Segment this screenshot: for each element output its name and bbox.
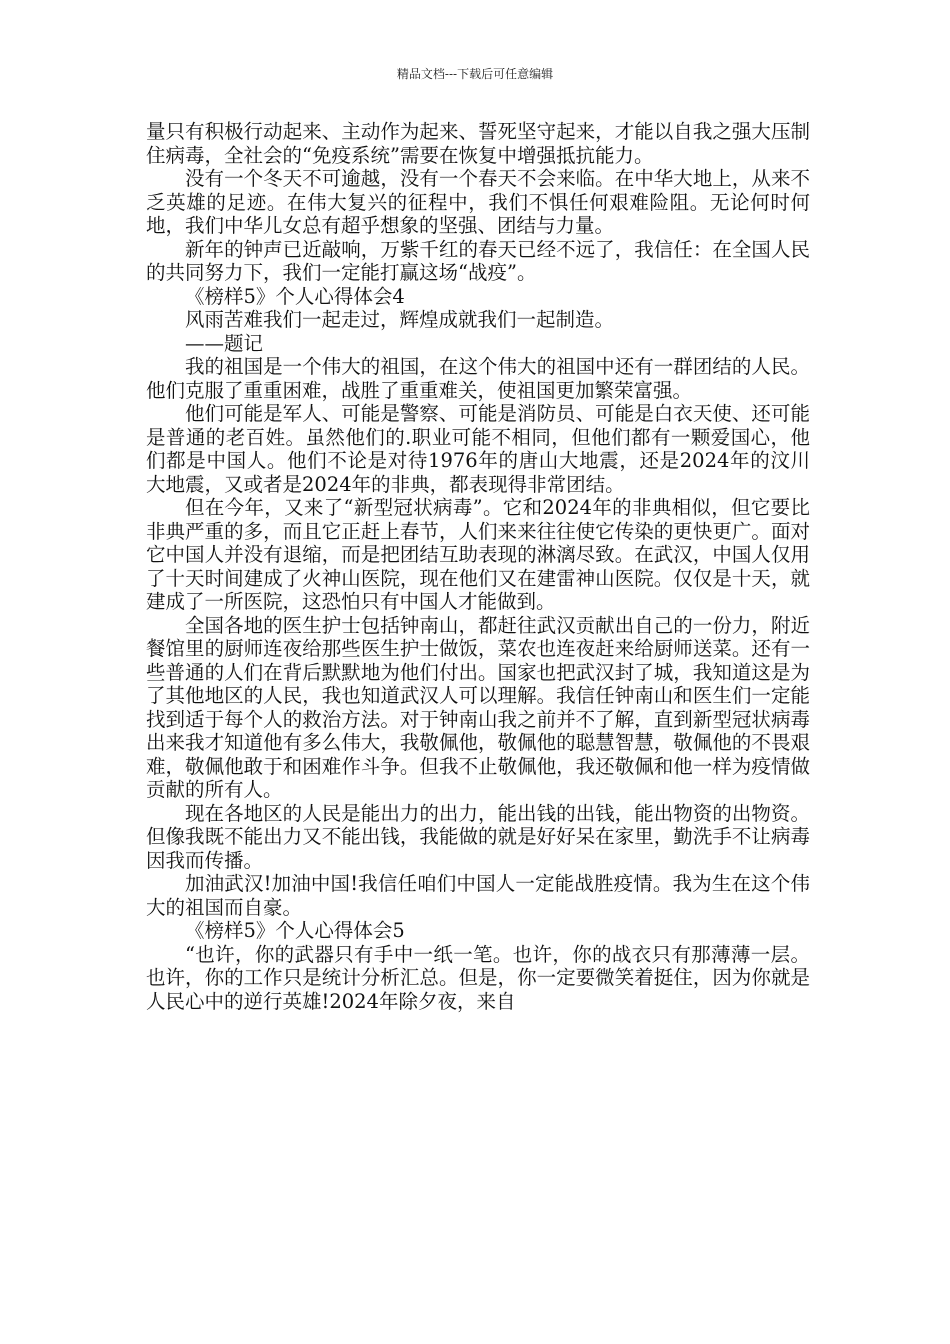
section-heading: 《榜样5》个人心得体会4 [185, 284, 405, 308]
paragraph: 全国各地的医生护士包括钟南山，都赶往武汉贡献出自己的一份力，附近餐馆里的厨师连夜给那些医生护士做饭，菜农也连夜赶来给厨师送菜。还有一些普通的人们在背后默默地为他们付出。国家也把武汉封了城，我知道这是为了其他地区的人民，我也知道武汉人可以理解。我信任钟南山和医生们一定能找到适于每个人的救治方法。对于钟南山我之前并不了解，直到新型冠状病毒出来我才知道他有多么伟大，我敬佩他，敬佩他的聪慧智慧，敬佩他的不畏艰难，敬佩他敢于和困难作斗争。但我不止敬佩他，我还敬佩和他一样为疫情做贡献的所有人。 [146, 613, 810, 801]
paragraph: 但在今年，又来了“新型冠状病毒”。它和2024年的非典相似，但它要比非典严重的多，而且它正赶上春节，人们来来往往使它传染的更快更广。面对它中国人并没有退缩，而是把团结互助表现的淋漓尽致。在武汉，中国人仅用了十天时间建成了火神山医院，现在他们又在建雷神山医院。仅仅是十天，就建成了一所医院，这恐怕只有中国人才能做到。 [146, 496, 810, 613]
paragraph: 没有一个冬天不可逾越，没有一个春天不会来临。在中华大地上，从来不乏英雄的足迹。在伟大复兴的征程中，我们不惧任何艰难险阻。无论何时何地，我们中华儿女总有超乎想象的坚强、团结与力量。 [146, 167, 810, 237]
document-body [146, 120, 810, 1013]
paragraph: 量只有积极行动起来、主动作为起来、誓死坚守起来，才能以自我之强大压制住病毒，全社会的“免疫系统”需要在恢复中增强抵抗能力。 [146, 120, 810, 167]
paragraph: 新年的钟声已近敲响，万紫千红的春天已经不远了，我信任：在全国人民的共同努力下，我们一定能打赢这场“战疫”。 [146, 237, 810, 284]
paragraph: 现在各地区的人民是能出力的出力，能出钱的出钱，能出物资的出物资。但像我既不能出力又不能出钱，我能做的就是好好呆在家里，勤洗手不让病毒因我而传播。 [146, 801, 810, 872]
paragraph: “也许，你的武器只有手中一纸一笔。也许，你的战衣只有那薄薄一层。也许，你的工作只是统计分析汇总。但是，你一定要微笑着挺住，因为你就是人民心中的逆行英雄!2024年除夕夜，来自 [146, 942, 810, 1013]
paragraph: 风雨苦难我们一起走过，辉煌成就我们一起制造。 [185, 308, 615, 331]
paragraph: 加油武汉!加油中国!我信任咱们中国人一定能战胜疫情。我为生在这个伟大的祖国而自豪。 [146, 872, 810, 919]
section-heading: 《榜样5》个人心得体会5 [185, 919, 405, 942]
paragraph: 我的祖国是一个伟大的祖国，在这个伟大的祖国中还有一群团结的人民。他们克服了重重困难，战胜了重重难关，使祖国更加繁荣富强。 [146, 355, 810, 402]
page-header: 精品文档---下载后可任意编辑 [396, 67, 554, 81]
paragraph: 他们可能是军人、可能是警察、可能是消防员、可能是白衣天使、还可能是普通的老百姓。虽然他们的.职业可能不相同，但他们都有一颗爱国心，他们都是中国人。他们不论是对待1976年的唐山大地震，还是2024年的汶川大地震，又或者是2024年的非典，都表现得非常团结。 [146, 402, 810, 496]
epigraph-attribution: ——题记 [185, 331, 264, 355]
